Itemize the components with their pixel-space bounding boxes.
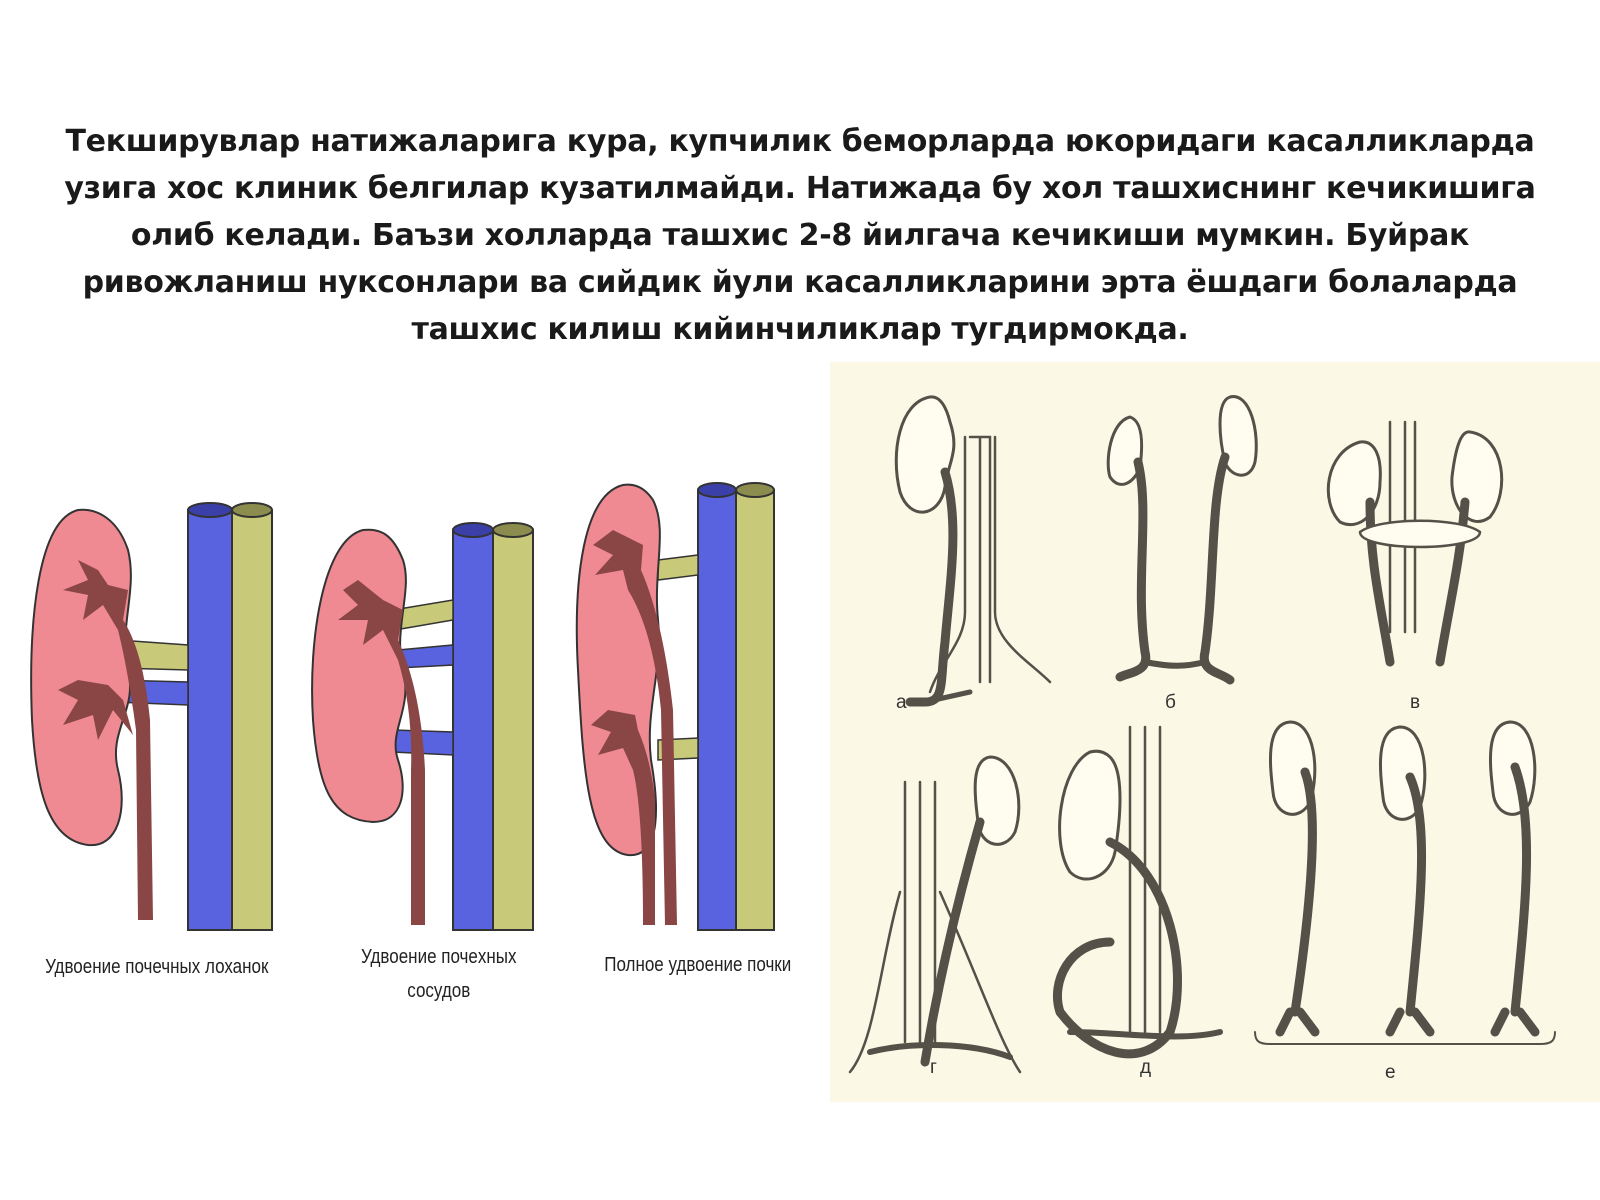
figure-v <box>1328 422 1501 662</box>
label-e: е <box>1385 1062 1396 1083</box>
figure-g <box>850 757 1020 1072</box>
panel-vessel-duplication <box>312 523 533 930</box>
label-b: б <box>1165 692 1176 713</box>
panel-pelvis-duplication <box>31 503 272 930</box>
label-g: г <box>930 1057 937 1078</box>
figure-d <box>1057 727 1220 1054</box>
slide-paragraph: Текширувлар натижаларига кура, купчилик беморларда юкоридаги касалликларда узига хос клиник белгилар кузатилмайди. Натижада бу хол ташхиснинг кечикишига олиб келади. Баъзи холларда ташхис 2-8 йилгача кечикиши мумкин. Буйрак ривожланиш нуксонлари ва сийдик йули касалликларини эрта ёшдаги болаларда ташхис килиш кийинчиликлар тугдирмокда. <box>64 124 1536 347</box>
figure-e <box>1255 722 1555 1044</box>
figure-b <box>1108 397 1256 680</box>
label-v: в <box>1410 692 1421 713</box>
figure-a <box>896 397 1050 702</box>
caption-pelvis-duplication: Удвоение почечных лоханок <box>45 956 269 978</box>
label-d: д <box>1140 1057 1152 1078</box>
caption-complete-duplication: Полное удвоение почки <box>604 954 792 976</box>
panel-complete-duplication <box>577 483 774 930</box>
label-a: а <box>896 692 907 713</box>
kidney-duplication-figure <box>18 470 818 1030</box>
caption-vessel-duplication: Удвоение почеxных сосудов <box>361 946 517 1002</box>
ureter-anomalies-figure <box>830 362 1600 1102</box>
ureter-anomalies-illustration <box>830 362 1600 1102</box>
